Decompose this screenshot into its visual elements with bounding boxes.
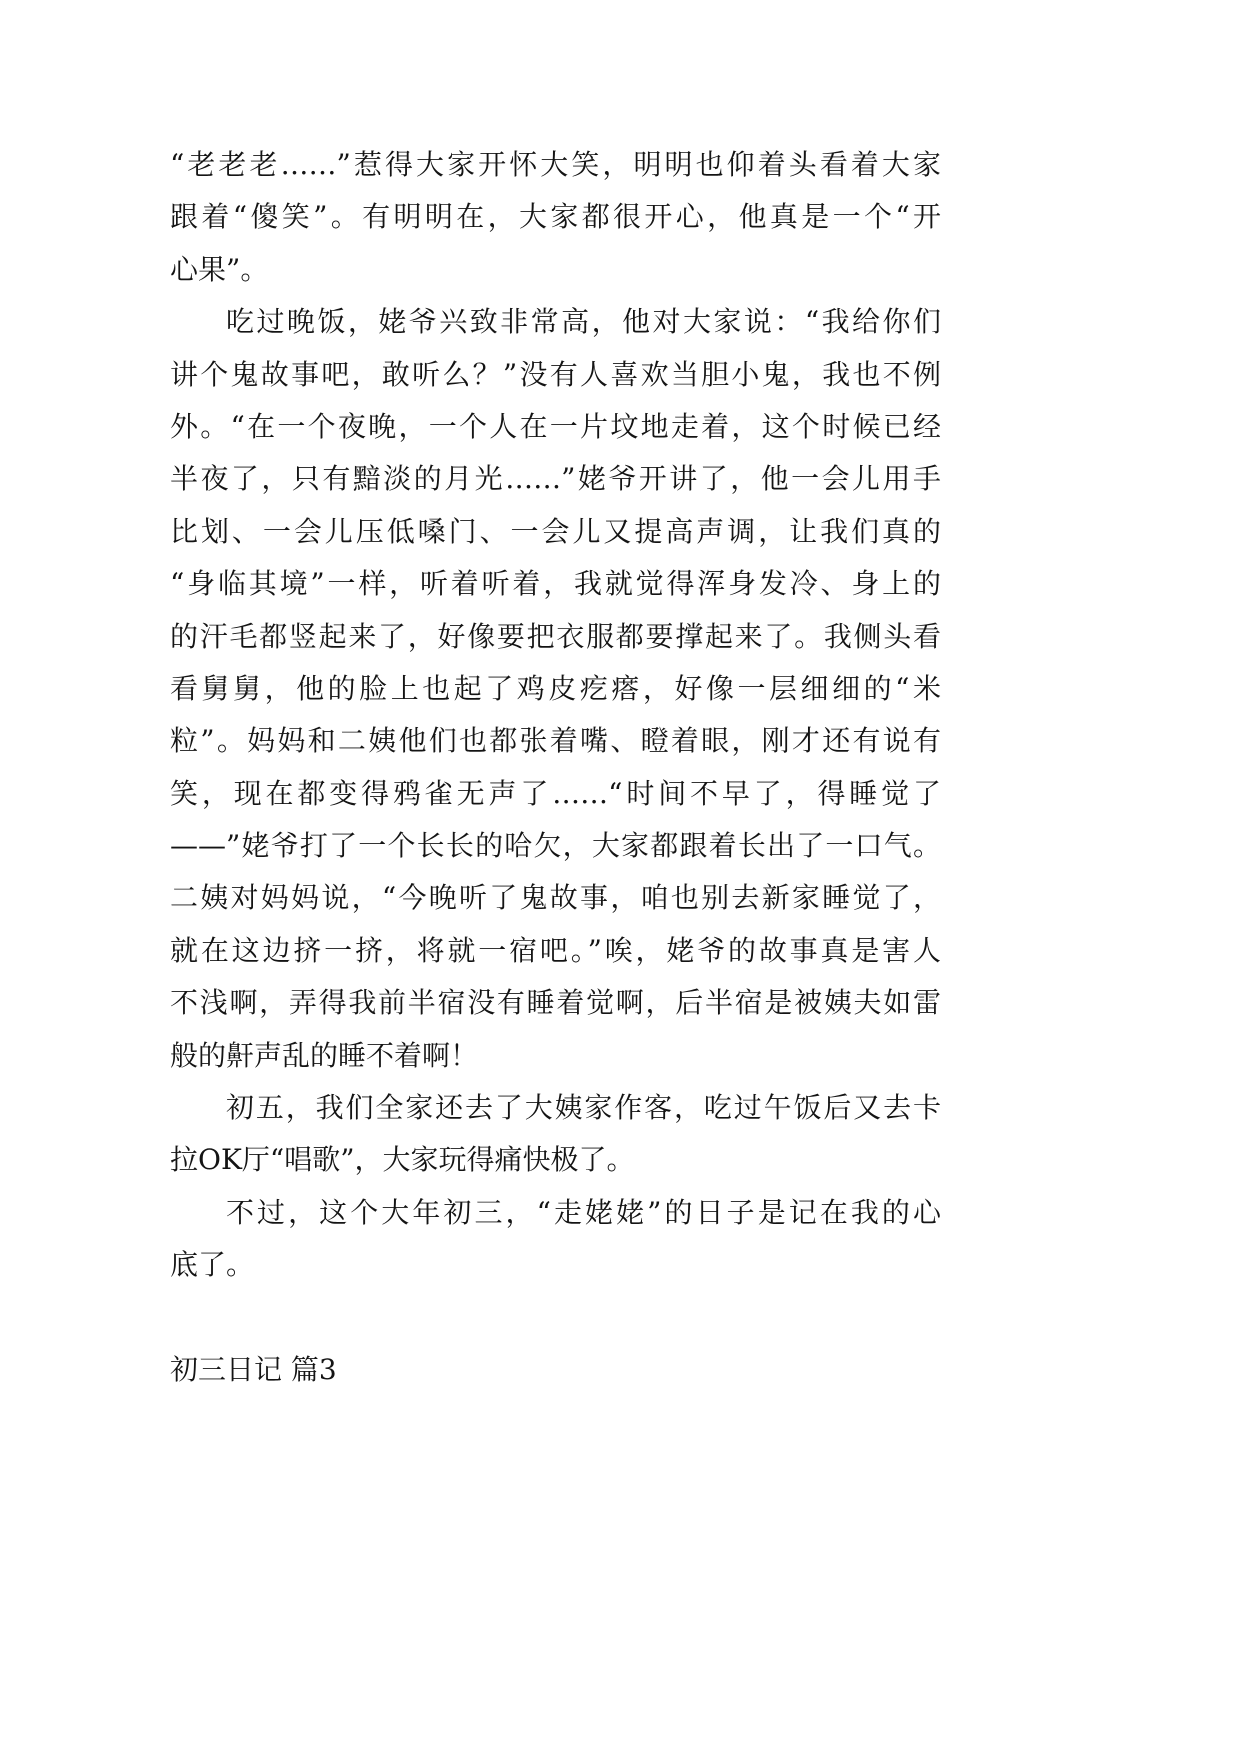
- paragraph-4: [170, 1187, 941, 1292]
- text-line: 拉OK厅“唱歌”，大家玩得痛快极了。: [170, 1143, 635, 1177]
- paragraph-3: [170, 1082, 941, 1187]
- text-line: 讲个鬼故事吧，敢听么？”没有人喜欢当胆小鬼，我也不例: [170, 357, 941, 391]
- text-line: 半夜了，只有黯淡的月光……”姥爷开讲了，他一会儿用手: [170, 462, 941, 496]
- text-line: 外。“在一个夜晚，一个人在一片坟地走着，这个时候已经: [170, 409, 941, 443]
- text-line: 底了。: [170, 1248, 255, 1282]
- text-line: 粒”。妈妈和二姨他们也都张着嘴、瞪着眼，刚才还有说有: [170, 724, 941, 758]
- document-body: [170, 139, 941, 1292]
- text-line: 跟着“傻笑”。有明明在，大家都很开心，他真是一个“开: [170, 200, 941, 234]
- text-line: 笑，现在都变得鸦雀无声了……“时间不早了，得睡觉了: [170, 776, 941, 810]
- text-line: 看舅舅，他的脸上也起了鸡皮疙瘩，好像一层细细的“米: [170, 671, 941, 705]
- text-line: 比划、一会儿压低嗓门、一会儿又提高声调，让我们真的: [170, 514, 941, 548]
- text-line: 二姨对妈妈说，“今晚听了鬼故事，咱也别去新家睡觉了，: [170, 881, 941, 915]
- text-line: “身临其境”一样，听着听着，我就觉得浑身发冷、身上的: [170, 567, 941, 601]
- text-line: 心果”。: [170, 252, 269, 286]
- text-line: “老老老……”惹得大家开怀大笑，明明也仰着头看着大家: [170, 148, 941, 181]
- text-line: 就在这边挤一挤，将就一宿吧。”唉，姥爷的故事真是害人: [170, 933, 941, 967]
- paragraph-2: [170, 296, 941, 1082]
- text-line: 吃过晚饭，姥爷兴致非常高，他对大家说：“我给你们: [226, 305, 941, 339]
- text-line: 不过，这个大年初三，“走姥姥”的日子是记在我的心: [226, 1195, 941, 1229]
- text-line: ——”姥爷打了一个长长的哈欠，大家都跟着长出了一口气。: [170, 829, 941, 863]
- text-line: 的汗毛都竖起来了，好像要把衣服都要撑起来了。我侧头看: [170, 619, 941, 653]
- text-line: 初五，我们全家还去了大姨家作客，吃过午饭后又去卡: [226, 1091, 941, 1125]
- text-line: 般的鼾声乱的睡不着啊！: [170, 1038, 479, 1072]
- text-line: 不浅啊，弄得我前半宿没有睡着觉啊，后半宿是被姨夫如雷: [170, 986, 941, 1020]
- paragraph-1: [170, 139, 941, 296]
- section-heading: 初三日记 篇3: [170, 1353, 337, 1386]
